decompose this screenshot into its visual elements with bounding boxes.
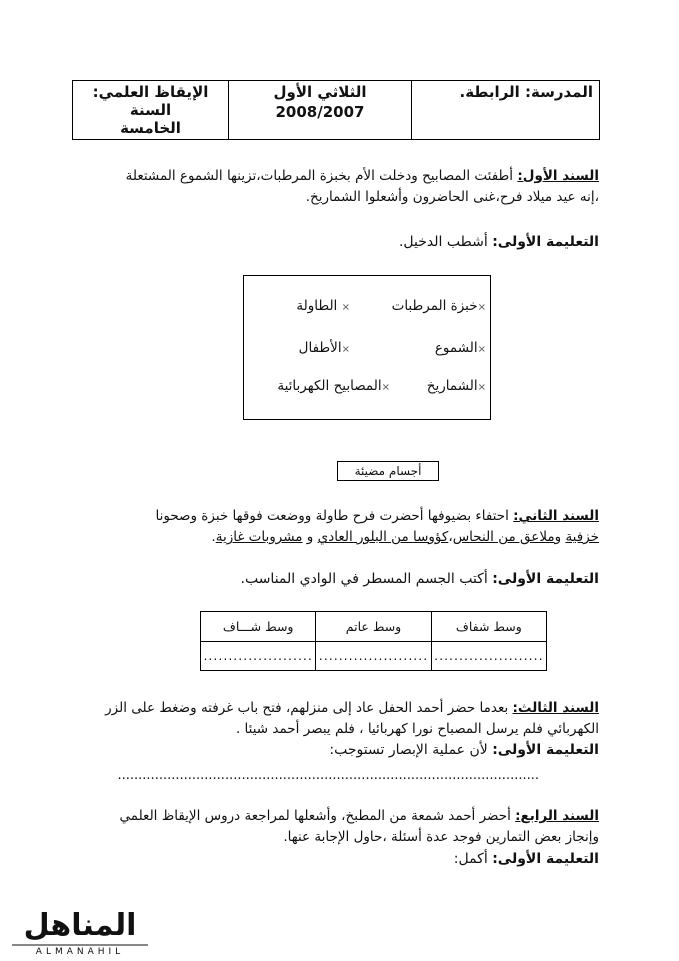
cross-icon: × bbox=[477, 302, 486, 313]
doc2-text: السند الثاني: احتفاء بضيوفها أحضرت فرح طاولة ووضعت فوقها خبزة وصحونا خزفية وملاعق من النحاس،كؤوسا من البلور العادي و مشروبات غازية. bbox=[155, 508, 599, 545]
doc3-line1: بعدما حضر أحمد الحفل عاد إلى منزلهم، فتح باب غرفته وضغط على الزر bbox=[105, 700, 509, 716]
luminous-bodies-tag: أجسام مضيئة bbox=[337, 461, 439, 481]
doc3-answer-line[interactable]: ...................................................................................................... bbox=[117, 768, 539, 783]
subject-line2: الخامسة bbox=[120, 119, 181, 137]
col-opaque: وسط عاتم bbox=[316, 612, 431, 642]
doc2-label: السند الثاني: bbox=[513, 508, 599, 524]
doc1-instr-text: أشطب الدخيل. bbox=[398, 234, 488, 250]
doc3-instr-text: لأن عملية الإبصار تستوجب: bbox=[329, 742, 488, 758]
doc4-instr-label: التعليمة الأولى: bbox=[492, 851, 599, 867]
media-table bbox=[200, 611, 547, 671]
cross-icon: × bbox=[477, 382, 486, 393]
word-glass-cups: كؤوسا من البلور العادي bbox=[317, 529, 449, 545]
logo-icon bbox=[10, 905, 150, 957]
subject-cell bbox=[73, 81, 229, 140]
doc3-instruction bbox=[329, 742, 599, 758]
svg-text:ALMANAHIL: ALMANAHIL bbox=[35, 947, 125, 957]
almanahil-logo bbox=[10, 905, 150, 957]
doc3-line2: الكهربائي فلم يرسل المصباح نورا كهربائيا ، فلم يبصر أحمد شيئا . bbox=[235, 721, 599, 737]
cross-icon: × bbox=[341, 302, 350, 313]
school-cell bbox=[412, 81, 600, 140]
doc3-text bbox=[89, 698, 599, 740]
box-item[interactable]: ×الأطفال bbox=[298, 340, 350, 356]
doc1-line2: ،إنه عيد ميلاد فرح،غنى الحاضرون وأشعلوا الشماريخ. bbox=[305, 189, 599, 205]
col-translucent: وسط شـــاف bbox=[201, 612, 316, 642]
cross-icon: × bbox=[341, 344, 350, 355]
box-item[interactable]: ×الشموع bbox=[434, 340, 486, 356]
box-item[interactable]: ×الشماريخ bbox=[426, 378, 486, 394]
doc4-text bbox=[89, 806, 599, 848]
year: 2008/2007 bbox=[275, 103, 365, 121]
term: الثلاثي الأول bbox=[273, 83, 367, 101]
svg-text:المناهل: المناهل bbox=[23, 908, 137, 943]
answer-cell[interactable]: ...................... bbox=[316, 641, 431, 671]
answer-cell[interactable]: ...................... bbox=[431, 641, 546, 671]
doc1-instr-label: التعليمة الأولى: bbox=[492, 234, 599, 250]
doc4-line2: وإنجاز بعض التمارين فوجد عدة أسئلة ،حاول الإجابة عنها. bbox=[283, 829, 599, 845]
doc2-text1: احتفاء بضيوفها أحضرت فرح طاولة ووضعت فوقها خبزة وصحونا bbox=[155, 508, 509, 524]
doc3-label: السند الثالث: bbox=[512, 700, 599, 716]
items-box bbox=[243, 275, 491, 420]
word-copper-spoons: ملاعق من النحاس bbox=[452, 529, 555, 545]
col-transparent: وسط شفاف bbox=[431, 612, 546, 642]
doc1-line1: أطفئت المصابيح ودخلت الأم بخبزة المرطبات،تزينها الشموع المشتعلة bbox=[125, 168, 514, 184]
answer-cell[interactable]: ...................... bbox=[201, 641, 316, 671]
box-item[interactable]: ×خبزة المرطبات bbox=[391, 298, 486, 314]
header-table bbox=[72, 80, 600, 140]
doc2-instr-text: أكتب الجسم المسطر في الوادي المناسب. bbox=[240, 571, 488, 587]
school-name: المدرسة: الرابطة. bbox=[459, 83, 593, 101]
cross-icon: × bbox=[477, 344, 486, 355]
cross-icon: × bbox=[381, 382, 390, 393]
doc2-instr-label: التعليمة الأولى: bbox=[492, 571, 599, 587]
doc4-instruction bbox=[454, 851, 599, 867]
box-item[interactable]: ×المصابيح الكهربائية bbox=[277, 378, 390, 394]
doc3-instr-label: التعليمة الأولى: bbox=[492, 742, 599, 758]
word-ceramic: خزفية bbox=[565, 529, 599, 545]
doc1-text bbox=[89, 166, 599, 208]
doc4-instr-text: أكمل: bbox=[453, 851, 488, 867]
doc2-instruction bbox=[241, 571, 600, 587]
subject-line1: الإيقاظ العلمي: السنة bbox=[92, 83, 209, 119]
term-cell bbox=[229, 81, 412, 140]
box-item[interactable]: × الطاولة bbox=[296, 298, 350, 314]
doc4-line1: أحضر أحمد شمعة من المطبخ، وأشعلها لمراجعة دروس الإيقاظ العلمي bbox=[119, 808, 511, 824]
word-soft-drinks: مشروبات غازية bbox=[215, 529, 303, 545]
doc4-label: السند الرابع: bbox=[515, 808, 599, 824]
doc1-instruction bbox=[399, 234, 599, 250]
doc1-label: السند الأول: bbox=[517, 168, 599, 184]
